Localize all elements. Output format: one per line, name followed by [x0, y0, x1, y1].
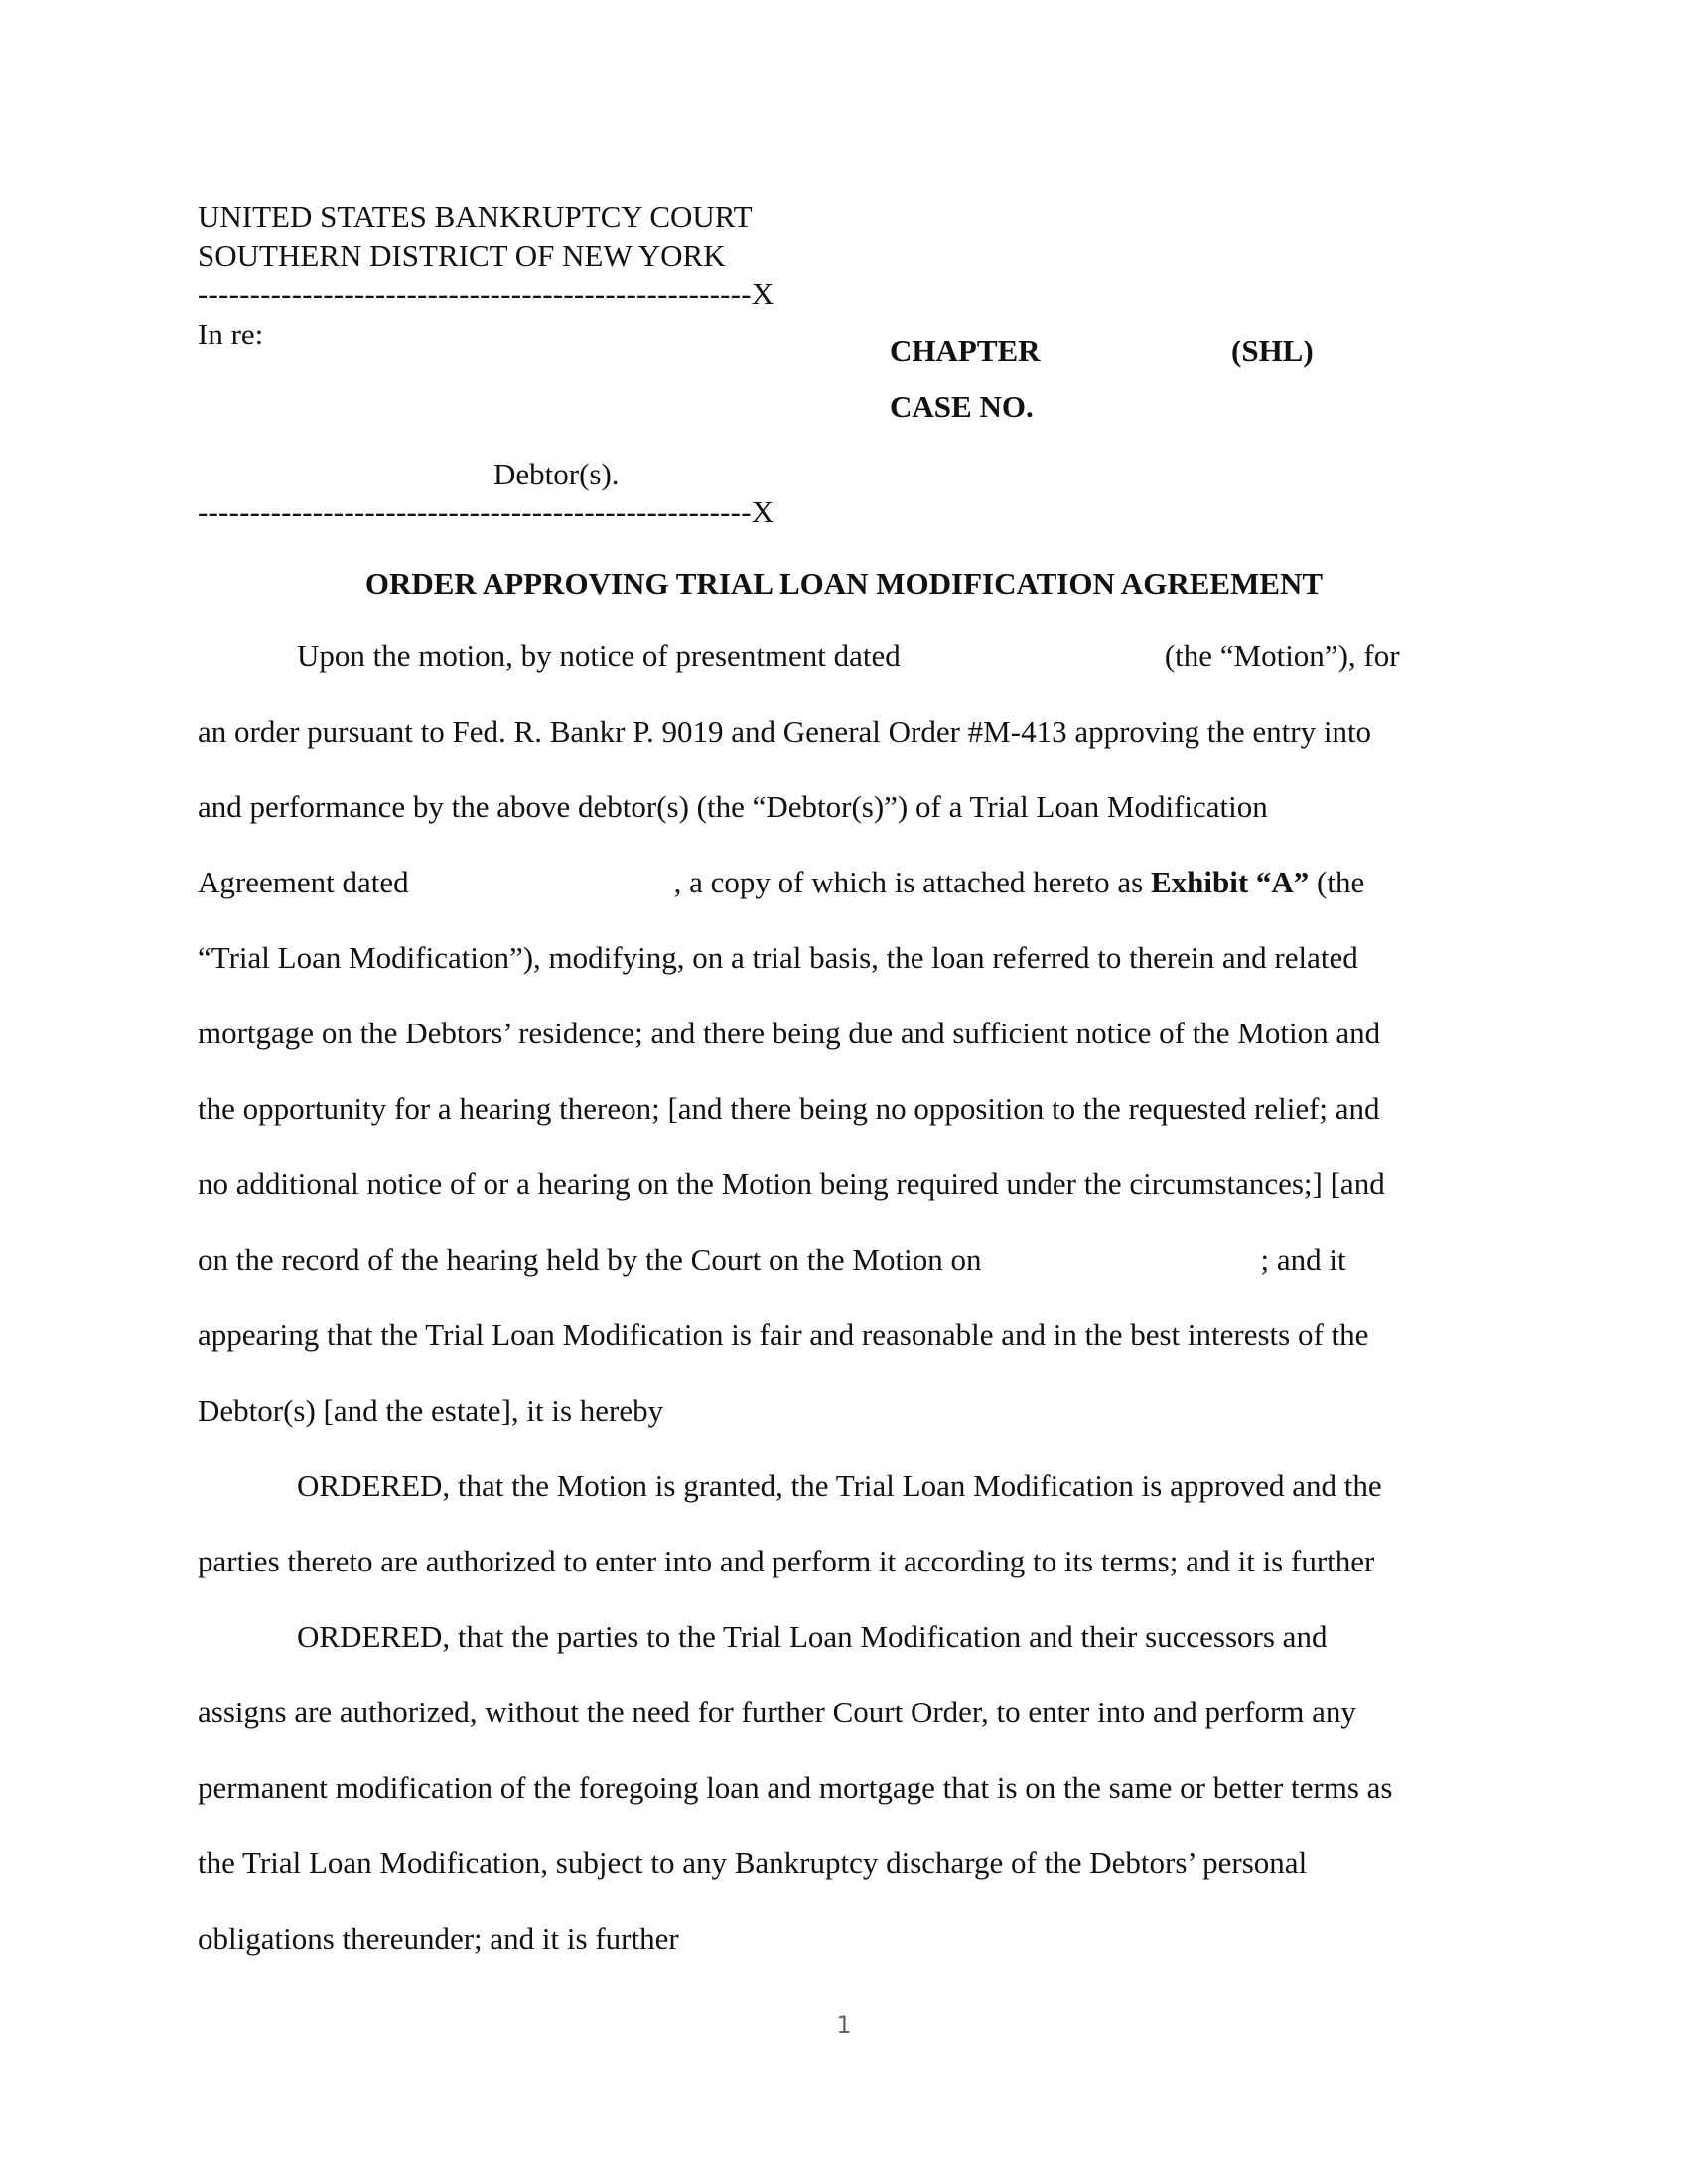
body-text: Upon the motion, by notice of presentment dated	[297, 638, 901, 673]
body-text: (the	[1317, 865, 1365, 899]
body-line: and performance by the above debtor(s) (the “Debtor(s)”) of a Trial Loan Modification	[198, 789, 1268, 824]
body-line: appearing that the Trial Loan Modification is fair and reasonable and in the best interests of the	[198, 1317, 1369, 1352]
body-line: assigns are authorized, without the need for further Court Order, to enter into and perform any	[198, 1695, 1356, 1729]
document-title: ORDER APPROVING TRIAL LOAN MODIFICATION AGREEMENT	[364, 566, 1324, 601]
chapter-label: CHAPTER	[890, 334, 1041, 368]
body-line	[297, 637, 1400, 675]
body-line: an order pursuant to Fed. R. Bankr P. 9019 and General Order #M-413 approving the entry into	[198, 714, 1372, 749]
body-text: Agreement dated	[198, 865, 409, 899]
body-line	[198, 864, 1364, 901]
body-line: Debtor(s) [and the estate], it is hereby	[198, 1393, 664, 1428]
body-line: parties thereto are authorized to enter into and perform it according to its terms; and it is further	[198, 1544, 1375, 1578]
court-name-line-2: SOUTHERN DISTRICT OF NEW YORK	[198, 238, 726, 273]
caption-divider-top: -----------------------------------------------------X	[198, 276, 774, 311]
body-line	[198, 1241, 1346, 1279]
body-text: (the “Motion”), for	[1164, 638, 1400, 673]
court-name-line-1: UNITED STATES BANKRUPTCY COURT	[198, 200, 753, 234]
judge-initials: (SHL)	[1231, 334, 1314, 368]
body-line: obligations thereunder; and it is further	[198, 1921, 679, 1956]
body-line: no additional notice of or a hearing on the Motion being required under the circumstances;] [and	[198, 1166, 1385, 1201]
body-line: the opportunity for a hearing thereon; [and there being no opposition to the requested relief; and	[198, 1091, 1380, 1126]
ordered-paragraph-1: ORDERED, that the Motion is granted, the Trial Loan Modification is approved and the	[297, 1468, 1382, 1503]
in-re-label: In re:	[198, 317, 264, 351]
page-number: 1	[836, 2011, 852, 2039]
exhibit-reference: Exhibit “A”	[1150, 865, 1310, 899]
body-text: ; and it	[1260, 1242, 1346, 1277]
body-text: , a copy of which is attached hereto as	[673, 865, 1144, 899]
body-text: on the record of the hearing held by the Court on the Motion on	[198, 1242, 982, 1277]
body-line: permanent modification of the foregoing loan and mortgage that is on the same or better terms as	[198, 1770, 1393, 1805]
body-line: the Trial Loan Modification, subject to any Bankruptcy discharge of the Debtors’ personal	[198, 1845, 1308, 1880]
ordered-paragraph-2: ORDERED, that the parties to the Trial Loan Modification and their successors and	[297, 1619, 1328, 1654]
debtor-label: Debtor(s).	[493, 457, 620, 491]
body-line: mortgage on the Debtors’ residence; and there being due and sufficient notice of the Motion and	[198, 1016, 1381, 1050]
caption-divider-bottom: -----------------------------------------------------X	[198, 494, 774, 529]
body-line: “Trial Loan Modification”), modifying, on a trial basis, the loan referred to therein and related	[198, 940, 1358, 975]
case-number-label: CASE NO.	[890, 389, 1034, 424]
